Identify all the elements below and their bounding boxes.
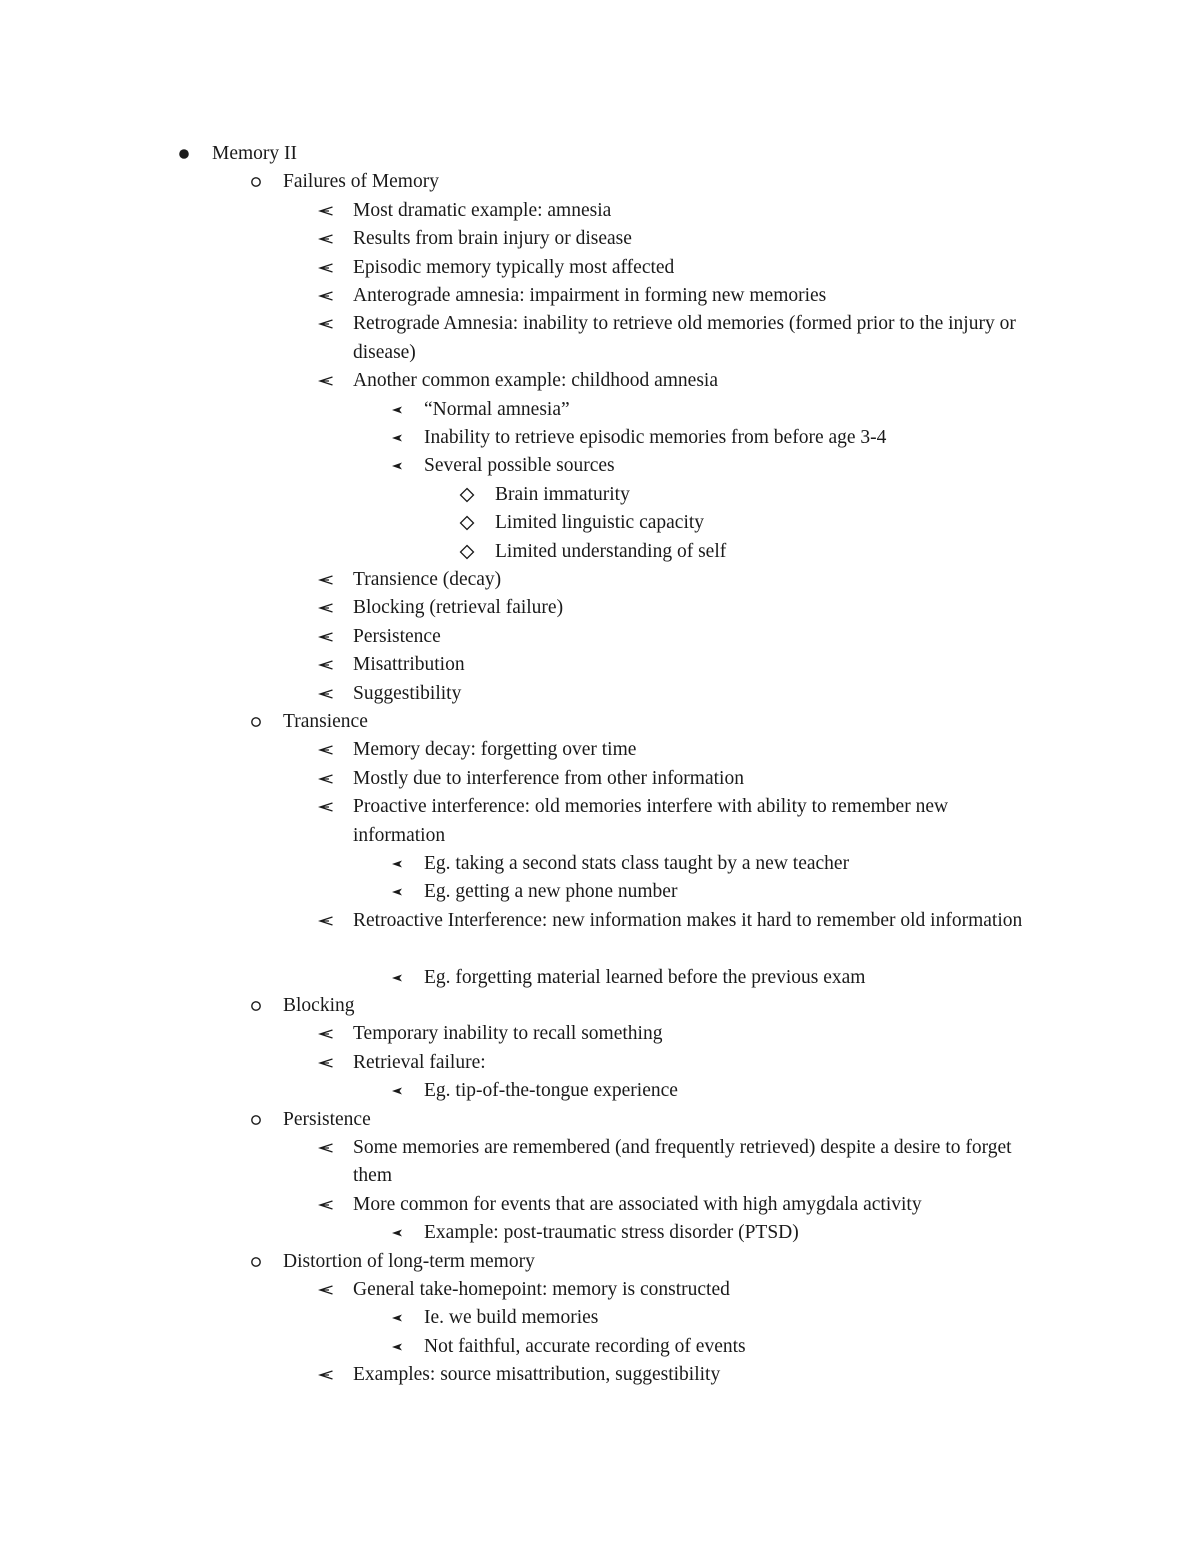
- outline-item-level-2: Mostly due to interference from other information: [353, 767, 744, 789]
- outline-item-level-2: Persistence: [353, 625, 441, 647]
- outline-item-level-2: Examples: source misattribution, suggestibility: [353, 1364, 721, 1386]
- hollow-circle-icon: [244, 1106, 268, 1134]
- outline-item-level-2: Most dramatic example: amnesia: [353, 199, 612, 221]
- outline-triangle-arrow-icon: [314, 765, 338, 793]
- filled-triangle-arrow-icon: [385, 878, 409, 906]
- outline-item-level-2: Retroactive Interference: new information makes it hard to remember old information: [353, 909, 1023, 931]
- hollow-circle-icon: [244, 168, 268, 196]
- outline-item-level-3: Eg. taking a second stats class taught by a new teacher: [424, 853, 850, 874]
- outline-triangle-arrow-icon: [314, 197, 338, 225]
- filled-triangle-arrow-icon: [385, 424, 409, 452]
- filled-triangle-arrow-icon: [385, 1333, 409, 1361]
- hollow-circle-icon: [244, 1248, 268, 1276]
- filled-triangle-arrow-icon: [385, 964, 409, 992]
- hollow-circle-icon: [244, 992, 268, 1020]
- outline-item-level-2: Results from brain injury or disease: [353, 228, 632, 250]
- outline-item-level-2: Another common example: childhood amnesia: [353, 370, 718, 392]
- outline-triangle-arrow-icon: [314, 680, 338, 708]
- outline-item-level-3: Example: post-traumatic stress disorder (PTSD): [424, 1222, 799, 1244]
- outline-triangle-arrow-icon: [314, 566, 338, 594]
- outline-item-level-1: Blocking: [283, 995, 355, 1016]
- outline-triangle-arrow-icon: [314, 623, 338, 651]
- outline-triangle-arrow-icon: [314, 225, 338, 253]
- outline-item-level-3: Ie. we build memories: [424, 1307, 599, 1329]
- outline-item-level-4: Limited understanding of self: [495, 540, 727, 562]
- hollow-diamond-icon: [455, 481, 479, 509]
- filled-triangle-arrow-icon: [385, 1077, 409, 1105]
- outline-item-level-2: Anterograde amnesia: impairment in forming new memories: [353, 285, 827, 306]
- outline-item-level-3: Eg. getting a new phone number: [424, 881, 678, 903]
- outline-triangle-arrow-icon: [314, 907, 338, 935]
- filled-triangle-arrow-icon: [385, 1304, 409, 1332]
- outline-item-level-2: Proactive interference: old memories interfere with ability to remember new information: [353, 796, 949, 846]
- outline-item-level-2: Transience (decay): [353, 569, 502, 590]
- outline-triangle-arrow-icon: [314, 310, 338, 338]
- outline-triangle-arrow-icon: [314, 1020, 338, 1048]
- outline-item-level-1: Transience: [283, 711, 368, 732]
- outline-item-level-4: Brain immaturity: [495, 483, 630, 505]
- outline-item-level-2: Misattribution: [353, 654, 465, 676]
- outline-item-level-2: Blocking (retrieval failure): [353, 597, 564, 619]
- outline-item-level-3: Inability to retrieve episodic memories from before age 3-4: [424, 427, 887, 448]
- outline-triangle-arrow-icon: [314, 1361, 338, 1389]
- outline-item-level-1: Failures of Memory: [283, 171, 439, 193]
- filled-circle-icon: [172, 140, 196, 168]
- hollow-diamond-icon: [455, 509, 479, 537]
- outline-item-level-2: Episodic memory typically most affected: [353, 256, 675, 278]
- outline-triangle-arrow-icon: [314, 793, 338, 821]
- outline-triangle-arrow-icon: [314, 367, 338, 395]
- filled-triangle-arrow-icon: [385, 850, 409, 878]
- outline-triangle-arrow-icon: [314, 736, 338, 764]
- outline-item-level-3: Eg. forgetting material learned before the previous exam: [424, 966, 866, 988]
- outline-item-level-2: General take-homepoint: memory is constructed: [353, 1279, 730, 1300]
- outline-item-level-2: Suggestibility: [353, 682, 462, 704]
- outline-item-level-1: Distortion of long-term memory: [283, 1250, 535, 1272]
- hollow-diamond-icon: [455, 538, 479, 566]
- outline-triangle-arrow-icon: [314, 1049, 338, 1077]
- outline-item-level-2: Temporary inability to recall something: [353, 1023, 663, 1045]
- outline-triangle-arrow-icon: [314, 594, 338, 622]
- outline-item-level-3: Several possible sources: [424, 455, 615, 477]
- filled-triangle-arrow-icon: [385, 1219, 409, 1247]
- outline-item-level-2: Memory decay: forgetting over time: [353, 739, 637, 761]
- filled-triangle-arrow-icon: [385, 452, 409, 480]
- outline-item-level-2: More common for events that are associated with high amygdala activity: [353, 1193, 922, 1215]
- outline-item-level-4: Limited linguistic capacity: [495, 512, 705, 534]
- outline-item-level-2: Retrieval failure:: [353, 1051, 486, 1073]
- outline-item-level-2: Some memories are remembered (and frequently retrieved) despite a desire to forget them: [353, 1137, 1012, 1187]
- outline-triangle-arrow-icon: [314, 282, 338, 310]
- outline-item-level-1: Persistence: [283, 1108, 371, 1130]
- outline-triangle-arrow-icon: [314, 1191, 338, 1219]
- outline-triangle-arrow-icon: [314, 1134, 338, 1162]
- outline-item-level-2: Retrograde Amnesia: inability to retrieve old memories (formed prior to the injury or disease): [353, 313, 1016, 363]
- hollow-circle-icon: [244, 708, 268, 736]
- outline-triangle-arrow-icon: [314, 1276, 338, 1304]
- outline-item-level-3: Not faithful, accurate recording of events: [424, 1335, 746, 1357]
- filled-triangle-arrow-icon: [385, 396, 409, 424]
- outline-triangle-arrow-icon: [314, 254, 338, 282]
- outline-item-level-3: Eg. tip-of-the-tongue experience: [424, 1080, 678, 1102]
- outline-item-level-0: Memory II: [212, 143, 298, 164]
- outline-triangle-arrow-icon: [314, 651, 338, 679]
- outline-item-level-3: “Normal amnesia”: [424, 398, 570, 420]
